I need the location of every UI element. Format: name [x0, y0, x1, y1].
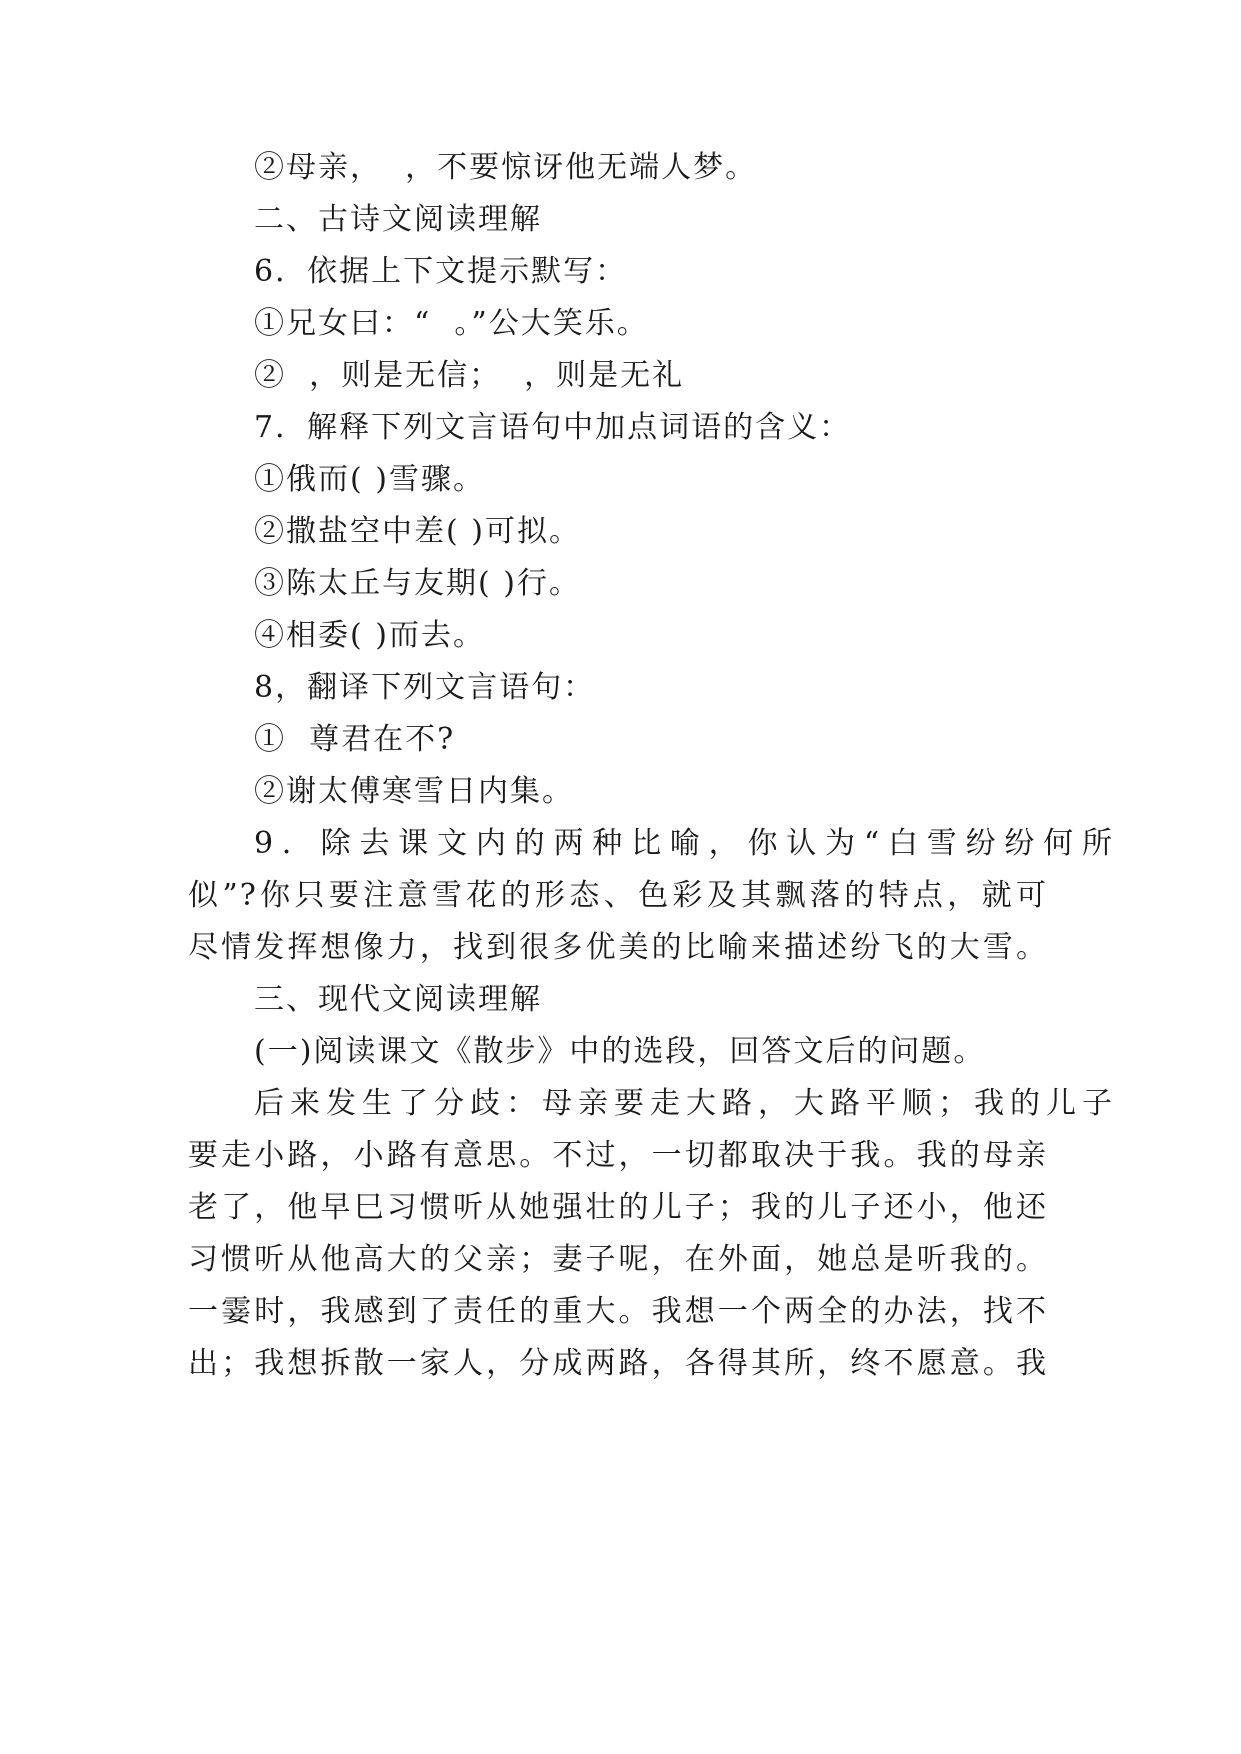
line-07: ①俄而( )雪骤。: [254, 462, 485, 497]
passage-line-1: 后来发生了分歧：母亲要走大路，大路平顺；我的儿子: [254, 1086, 1114, 1121]
section-heading-modern: 三、现代文阅读理解: [254, 982, 542, 1017]
question-6: 6．依据上下文提示默写：: [254, 254, 628, 289]
passage-line-3: 老了，他早巳习惯听从她强壮的儿子；我的儿子还小，他还: [188, 1190, 1048, 1225]
question-9-line-1: 9．除去课文内的两种比喻，你认为“白雪纷纷何所: [254, 826, 1114, 861]
line-12: ① 尊君在不?: [254, 722, 456, 757]
question-7: 7．解释下列文言语句中加点词语的含义：: [254, 410, 852, 445]
line-04: ①兄女曰：“ 。”公大笑乐。: [254, 306, 649, 341]
line-13: ②谢太傅寒雪日内集。: [254, 774, 574, 809]
passage-line-2: 要走小路，小路有意思。不过，一切都取决于我。我的母亲: [188, 1138, 1048, 1173]
question-9-line-3: 尽情发挥想像力，找到很多优美的比喻来描述纷飞的大雪。: [188, 930, 1048, 965]
passage-line-5: 一霎时，我感到了责任的重大。我想一个两全的办法，找不: [188, 1294, 1048, 1329]
reading-instruction: (一)阅读课文《散步》中的选段，回答文后的问题。: [254, 1034, 986, 1069]
line-10: ④相委( )而去。: [254, 618, 485, 653]
passage-line-4: 习惯听从他高大的父亲；妻子呢，在外面，她总是听我的。: [188, 1242, 1048, 1277]
line-01: ②母亲， ，不要惊讶他无端人梦。: [254, 150, 758, 185]
question-9-line-2: 似”?你只要注意雪花的形态、色彩及其飘落的特点，就可: [188, 878, 1048, 913]
line-08: ②撒盐空中差( )可拟。: [254, 514, 581, 549]
question-8: 8，翻译下列文言语句：: [254, 670, 596, 705]
line-05: ② ，则是无信； ，则是无礼: [254, 358, 685, 393]
section-heading-classical: 二、古诗文阅读理解: [254, 202, 542, 237]
line-09: ③陈太丘与友期( )行。: [254, 566, 581, 601]
passage-line-6: 出；我想拆散一家人，分成两路，各得其所，终不愿意。我: [188, 1346, 1048, 1381]
